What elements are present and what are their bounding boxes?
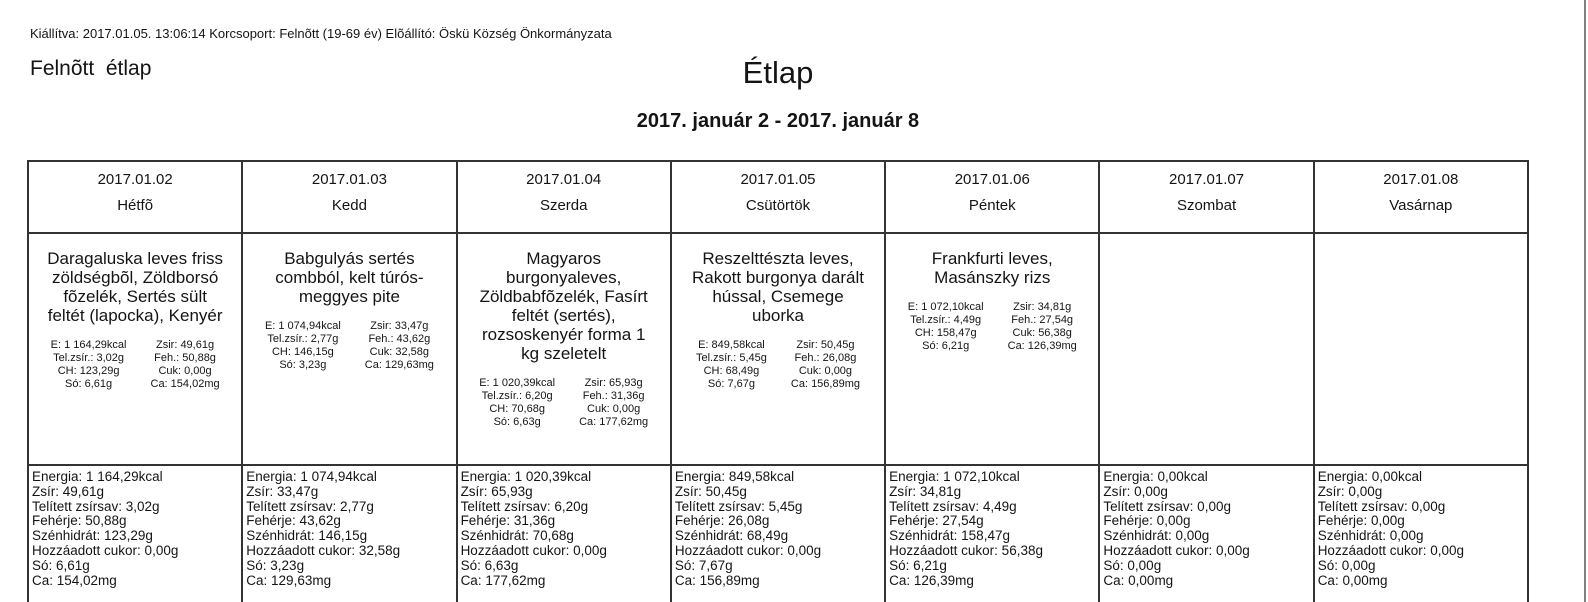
- day-summary-cell: [885, 465, 1099, 602]
- nutrition-line: Só: 6,63g: [493, 416, 541, 428]
- summary-line: Ca: 177,62mg: [460, 572, 546, 588]
- day-date: 2017.01.04: [526, 171, 602, 188]
- nutrition-line: Feh.: 43,62g: [368, 333, 431, 345]
- summary-line: Fehérje: 50,88g: [32, 513, 127, 529]
- summary-line: Telített zsírsav: 6,20g: [460, 498, 589, 514]
- meal-cell: [242, 233, 456, 465]
- day-header-cell: [1099, 161, 1313, 233]
- summary-line: Szénhidrát: 68,49g: [674, 528, 789, 544]
- nutrition-line: CH: 123,29g: [57, 365, 120, 377]
- day-date: 2017.01.02: [97, 171, 173, 188]
- nutrition-right-column: [151, 339, 220, 391]
- nutrition-line: CH: 68,49g: [703, 365, 760, 377]
- nutrition-line: E: 1 074,94kcal: [264, 320, 341, 332]
- summary-line: Szénhidrát: 123,29g: [32, 528, 153, 544]
- nutrition-line: Zsir: 65,93g: [584, 377, 643, 389]
- nutrition-line: Cuk: 32,58g: [369, 346, 429, 358]
- summary-line: Energia: 1 072,10kcal: [889, 469, 1020, 484]
- nutrition-line: Feh.: 27,54g: [1011, 314, 1074, 326]
- menu-type-heading: Felnõtt étlap: [30, 57, 152, 80]
- summary-line: Hozzáadott cukor: 56,38g: [889, 542, 1043, 558]
- window-right-edge: [1584, 0, 1586, 602]
- meals-row: [28, 233, 1528, 465]
- summary-line: Ca: 154,02mg: [32, 572, 117, 588]
- nutrition-left-column: [479, 377, 555, 429]
- summary-line: Zsír: 0,00g: [1317, 483, 1383, 499]
- meal-title: Reszelttészta leves, Rakott burgonya darált hússal, Csemege uborka: [691, 249, 864, 325]
- summary-line: Fehérje: 0,00g: [1103, 513, 1191, 529]
- nutrition-left-column: [51, 339, 127, 391]
- summary-line: Telített zsírsav: 0,00g: [1317, 498, 1446, 514]
- day-header-cell: [242, 161, 456, 233]
- nutrition-line: Ca: 126,39mg: [1007, 340, 1077, 352]
- nutrition-line: Cuk: 0,00g: [587, 403, 641, 415]
- daily-summary-row: [28, 465, 1528, 602]
- summary-line: Ca: 156,89mg: [674, 572, 760, 588]
- nutrition-line: CH: 70,68g: [489, 403, 545, 415]
- nutrition-line: Tel.zsír.: 3,02g: [53, 352, 125, 364]
- summary-line: Zsír: 50,45g: [674, 483, 747, 499]
- day-date: 2017.01.08: [1383, 171, 1459, 188]
- day-header-cell: [28, 161, 242, 233]
- nutrition-line: Tel.zsír.: 2,77g: [267, 333, 339, 345]
- summary-line: Telített zsírsav: 2,77g: [246, 498, 374, 514]
- summary-line: Fehérje: 43,62g: [246, 513, 341, 529]
- summary-line: Energia: 1 164,29kcal: [32, 469, 163, 484]
- summary-line: Ca: 126,39mg: [889, 572, 974, 588]
- nutrition-left-column: [696, 339, 767, 391]
- day-summary-cell: [457, 465, 671, 602]
- summary-line: Só: 7,67g: [674, 557, 733, 573]
- nutrition-left-column: [265, 320, 341, 372]
- weekly-menu-table: [27, 160, 1529, 602]
- nutrition-line: Feh.: 50,88g: [154, 352, 216, 364]
- summary-line: Telített zsírsav: 4,49g: [889, 498, 1017, 514]
- nutrition-line: Feh.: 31,36g: [582, 390, 645, 402]
- nutrition-right-column: [579, 377, 648, 429]
- issued-meta-line: Kiállítva: 2017.01.05. 13:06:14 Korcsoport: Felnõtt (19-69 év) Elõállító: Öskü Község Önkormányzata: [30, 26, 612, 41]
- day-name: Hétfõ: [117, 197, 154, 214]
- summary-line: Energia: 1 020,39kcal: [460, 469, 592, 484]
- summary-line: Telített zsírsav: 3,02g: [32, 498, 160, 514]
- summary-line: Telített zsírsav: 5,45g: [674, 498, 803, 514]
- meal-cell: [28, 233, 242, 465]
- meal-title: Daragaluska leves friss zöldségbõl, Zöldborsó fõzelék, Sertés sült feltét (lapocka), Kenyér: [47, 249, 224, 325]
- date-range-subtitle: 2017. január 2 - 2017. január 8: [636, 110, 920, 132]
- summary-line: Energia: 0,00kcal: [1317, 469, 1423, 484]
- summary-line: Zsír: 33,47g: [246, 483, 319, 499]
- meal-cell: [885, 233, 1099, 465]
- summary-line: Só: 3,23g: [246, 557, 305, 573]
- summary-line: Hozzáadott cukor: 0,00g: [1317, 542, 1465, 558]
- day-name: Péntek: [968, 197, 1016, 214]
- meal-nutrition-compact: [35, 339, 235, 391]
- summary-line: Energia: 849,58kcal: [674, 469, 795, 484]
- day-date: 2017.01.06: [954, 171, 1030, 188]
- summary-line: Zsír: 34,81g: [889, 483, 962, 499]
- meal-cell: [457, 233, 671, 465]
- nutrition-line: Só: 6,61g: [65, 378, 113, 390]
- nutrition-line: Tel.zsír.: 4,49g: [910, 314, 982, 326]
- summary-line: Zsír: 49,61g: [32, 483, 105, 499]
- day-summary-cell: [1099, 465, 1313, 602]
- page-title: Étlap: [742, 55, 814, 90]
- summary-line: Szénhidrát: 70,68g: [460, 528, 574, 544]
- summary-line: Hozzáadott cukor: 0,00g: [674, 542, 822, 558]
- day-name: Vasárnap: [1389, 197, 1453, 214]
- nutrition-line: Zsir: 33,47g: [370, 320, 429, 332]
- nutrition-line: Feh.: 26,08g: [794, 352, 857, 364]
- nutrition-line: Cuk: 0,00g: [158, 365, 212, 377]
- day-header-cell: [885, 161, 1099, 233]
- summary-line: Fehérje: 31,36g: [460, 513, 556, 529]
- day-summary-cell: [1314, 465, 1528, 602]
- nutrition-line: E: 1 020,39kcal: [479, 377, 556, 389]
- nutrition-line: Ca: 129,63mg: [364, 359, 434, 371]
- meal-cell: [1314, 233, 1528, 465]
- day-name: Szerda: [539, 197, 588, 214]
- summary-line: Fehérje: 26,08g: [674, 513, 770, 529]
- summary-line: Só: 6,21g: [889, 557, 947, 573]
- summary-line: Szénhidrát: 158,47g: [889, 528, 1010, 544]
- day-name: Szombat: [1176, 197, 1237, 214]
- summary-line: Ca: 0,00mg: [1103, 572, 1174, 588]
- day-name: Csütörtök: [745, 197, 811, 214]
- summary-line: Energia: 0,00kcal: [1103, 469, 1208, 484]
- summary-line: Hozzáadott cukor: 0,00g: [32, 542, 179, 558]
- nutrition-line: Zsir: 50,45g: [796, 339, 855, 351]
- nutrition-line: Ca: 177,62mg: [579, 416, 649, 428]
- summary-line: Energia: 1 074,94kcal: [246, 469, 377, 484]
- day-date: 2017.01.03: [311, 171, 387, 188]
- meal-cell: [671, 233, 885, 465]
- summary-line: Szénhidrát: 146,15g: [246, 528, 368, 544]
- summary-line: Telített zsírsav: 0,00g: [1103, 498, 1231, 514]
- summary-line: Zsír: 65,93g: [460, 483, 533, 499]
- summary-line: Szénhidrát: 0,00g: [1317, 528, 1424, 544]
- nutrition-line: Só: 3,23g: [279, 359, 327, 371]
- summary-line: Szénhidrát: 0,00g: [1103, 528, 1210, 544]
- summary-line: Zsír: 0,00g: [1103, 483, 1168, 499]
- summary-line: Hozzáadott cukor: 32,58g: [246, 542, 401, 558]
- nutrition-line: Só: 6,21g: [922, 340, 970, 352]
- day-header-cell: [1314, 161, 1528, 233]
- nutrition-line: CH: 158,47g: [914, 327, 977, 339]
- meal-nutrition-compact: [249, 320, 449, 372]
- summary-line: Ca: 129,63mg: [246, 572, 332, 588]
- day-header-cell: [671, 161, 885, 233]
- nutrition-line: CH: 146,15g: [271, 346, 334, 358]
- meal-title: Magyaros burgonyaleves, Zöldbabfõzelék, Fasírt feltét (sertés), rozsoskenyér forma 1 kg szeletelt: [479, 249, 648, 363]
- nutrition-right-column: [791, 339, 860, 391]
- meal-cell: [1099, 233, 1313, 465]
- nutrition-line: E: 1 072,10kcal: [907, 301, 984, 313]
- summary-line: Fehérje: 0,00g: [1317, 513, 1405, 529]
- summary-line: Só: 6,61g: [32, 557, 90, 573]
- meal-title: Babgulyás sertés combból, kelt túrós-meggyes pite: [275, 249, 424, 306]
- summary-line: Fehérje: 27,54g: [889, 513, 984, 529]
- summary-line: Ca: 0,00mg: [1317, 572, 1388, 588]
- day-date: 2017.01.07: [1169, 171, 1245, 188]
- nutrition-line: Zsir: 49,61g: [156, 339, 215, 351]
- nutrition-line: Ca: 156,89mg: [790, 378, 860, 390]
- summary-line: Hozzáadott cukor: 0,00g: [1103, 542, 1250, 558]
- day-summary-cell: [671, 465, 885, 602]
- nutrition-line: E: 849,58kcal: [698, 339, 765, 351]
- summary-line: Só: 6,63g: [460, 557, 519, 573]
- nutrition-right-column: [1008, 301, 1077, 353]
- summary-line: Só: 0,00g: [1103, 557, 1162, 573]
- table-header-row: [28, 161, 1528, 233]
- day-date: 2017.01.05: [740, 171, 816, 188]
- nutrition-line: Ca: 154,02mg: [150, 378, 220, 390]
- day-summary-cell: [242, 465, 456, 602]
- nutrition-right-column: [365, 320, 434, 372]
- nutrition-line: Cuk: 56,38g: [1012, 327, 1072, 339]
- summary-line: Hozzáadott cukor: 0,00g: [460, 542, 607, 558]
- day-name: Kedd: [331, 197, 367, 214]
- meal-nutrition-compact: [464, 377, 664, 429]
- nutrition-line: Tel.zsír.: 5,45g: [695, 352, 767, 364]
- nutrition-line: Cuk: 0,00g: [798, 365, 853, 377]
- meal-nutrition-compact: [678, 339, 878, 391]
- nutrition-line: E: 1 164,29kcal: [50, 339, 127, 351]
- nutrition-line: Zsir: 34,81g: [1013, 301, 1072, 313]
- nutrition-line: Só: 7,67g: [707, 378, 755, 390]
- summary-line: Só: 0,00g: [1317, 557, 1376, 573]
- day-header-cell: [457, 161, 671, 233]
- nutrition-line: Tel.zsír.: 6,20g: [481, 390, 553, 402]
- nutrition-left-column: [908, 301, 984, 353]
- day-summary-cell: [28, 465, 242, 602]
- meal-title: Frankfurti leves, Masánszky rizs: [931, 249, 1053, 287]
- meal-nutrition-compact: [892, 301, 1092, 353]
